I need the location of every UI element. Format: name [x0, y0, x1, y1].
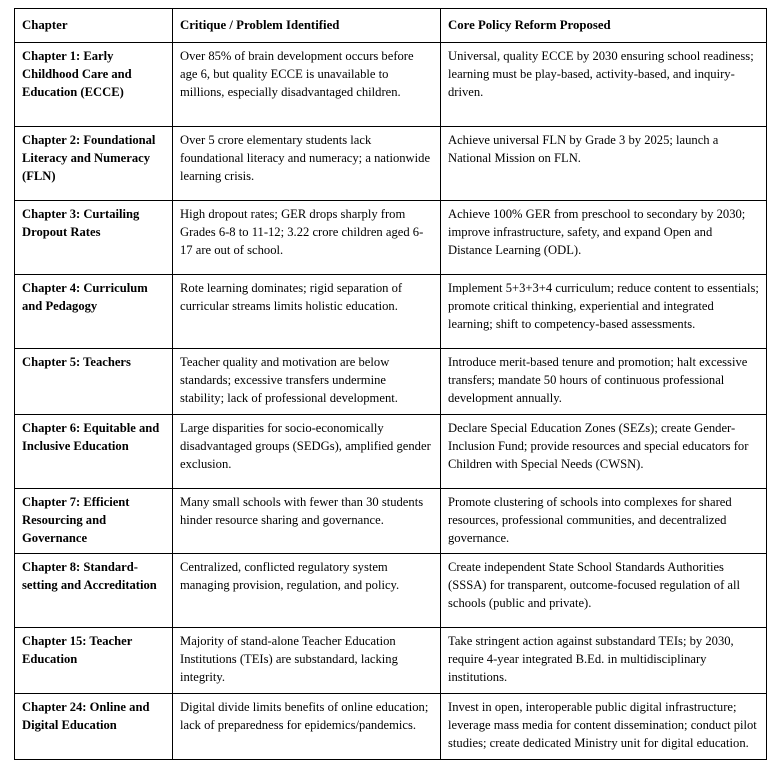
cell-critique: Majority of stand-alone Teacher Education Institutions (TEIs) are substandard, lacking integrity.: [173, 628, 441, 694]
cell-chapter: Chapter 1: Early Childhood Care and Education (ECCE): [15, 43, 173, 127]
cell-reform: Introduce merit-based tenure and promotion; halt excessive transfers; mandate 50 hours of continuous professional development annually.: [441, 349, 767, 415]
column-header-chapter: Chapter: [15, 9, 173, 43]
cell-chapter: Chapter 5: Teachers: [15, 349, 173, 415]
column-header-critique: Critique / Problem Identified: [173, 9, 441, 43]
cell-reform: Create independent State School Standards Authorities (SSSA) for transparent, outcome-focused regulation of all schools (public and private).: [441, 554, 767, 628]
cell-critique: Digital divide limits benefits of online education; lack of preparedness for epidemics/pandemics.: [173, 694, 441, 760]
cell-chapter: Chapter 24: Online and Digital Education: [15, 694, 173, 760]
table-row: [15, 554, 767, 628]
cell-chapter: Chapter 15: Teacher Education: [15, 628, 173, 694]
cell-critique: High dropout rates; GER drops sharply from Grades 6-8 to 11-12; 3.22 crore children aged 6-17 are out of school.: [173, 201, 441, 275]
table-row: [15, 414, 767, 488]
cell-reform: Take stringent action against substandard TEIs; by 2030, require 4-year integrated B.Ed. in multidisciplinary institutions.: [441, 628, 767, 694]
table-row: [15, 275, 767, 349]
cell-reform: Universal, quality ECCE by 2030 ensuring school readiness; learning must be play-based, activity-based, and inquiry-driven.: [441, 43, 767, 127]
table-row: [15, 694, 767, 760]
column-header-reform: Core Policy Reform Proposed: [441, 9, 767, 43]
cell-reform: Invest in open, interoperable public digital infrastructure; leverage mass media for content dissemination; conduct pilot studies; create dedicated Ministry unit for digital education.: [441, 694, 767, 760]
cell-reform: Achieve universal FLN by Grade 3 by 2025; launch a National Mission on FLN.: [441, 127, 767, 201]
cell-critique: Teacher quality and motivation are below standards; excessive transfers undermine stability; lack of professional development.: [173, 349, 441, 415]
cell-reform: Achieve 100% GER from preschool to secondary by 2030; improve infrastructure, safety, and expand Open and Distance Learning (ODL).: [441, 201, 767, 275]
cell-chapter: Chapter 8: Standard-setting and Accreditation: [15, 554, 173, 628]
cell-chapter: Chapter 6: Equitable and Inclusive Education: [15, 414, 173, 488]
cell-critique: Centralized, conflicted regulatory system managing provision, regulation, and policy.: [173, 554, 441, 628]
cell-chapter: Chapter 3: Curtailing Dropout Rates: [15, 201, 173, 275]
policy-reform-table: [14, 8, 767, 760]
table-row: [15, 43, 767, 127]
cell-critique: Rote learning dominates; rigid separation of curricular streams limits holistic education.: [173, 275, 441, 349]
cell-critique: Over 85% of brain development occurs before age 6, but quality ECCE is unavailable to millions, especially disadvantaged children.: [173, 43, 441, 127]
table-row: [15, 488, 767, 554]
table-row: [15, 127, 767, 201]
cell-reform: Promote clustering of schools into complexes for shared resources, professional communities, and decentralized governance.: [441, 488, 767, 554]
cell-reform: Declare Special Education Zones (SEZs); create Gender-Inclusion Fund; provide resources and special educators for Children with Special Needs (CWSN).: [441, 414, 767, 488]
cell-chapter: Chapter 4: Curriculum and Pedagogy: [15, 275, 173, 349]
table-row: [15, 349, 767, 415]
cell-critique: Large disparities for socio-economically disadvantaged groups (SEDGs), amplified gender exclusion.: [173, 414, 441, 488]
cell-critique: Many small schools with fewer than 30 students hinder resource sharing and governance.: [173, 488, 441, 554]
cell-critique: Over 5 crore elementary students lack foundational literacy and numeracy; a nationwide learning crisis.: [173, 127, 441, 201]
cell-reform: Implement 5+3+3+4 curriculum; reduce content to essentials; promote critical thinking, experiential and integrated learning; shift to competency-based assessments.: [441, 275, 767, 349]
table-row: [15, 628, 767, 694]
table-header-row: [15, 9, 767, 43]
cell-chapter: Chapter 2: Foundational Literacy and Numeracy (FLN): [15, 127, 173, 201]
table-row: [15, 201, 767, 275]
cell-chapter: Chapter 7: Efficient Resourcing and Governance: [15, 488, 173, 554]
